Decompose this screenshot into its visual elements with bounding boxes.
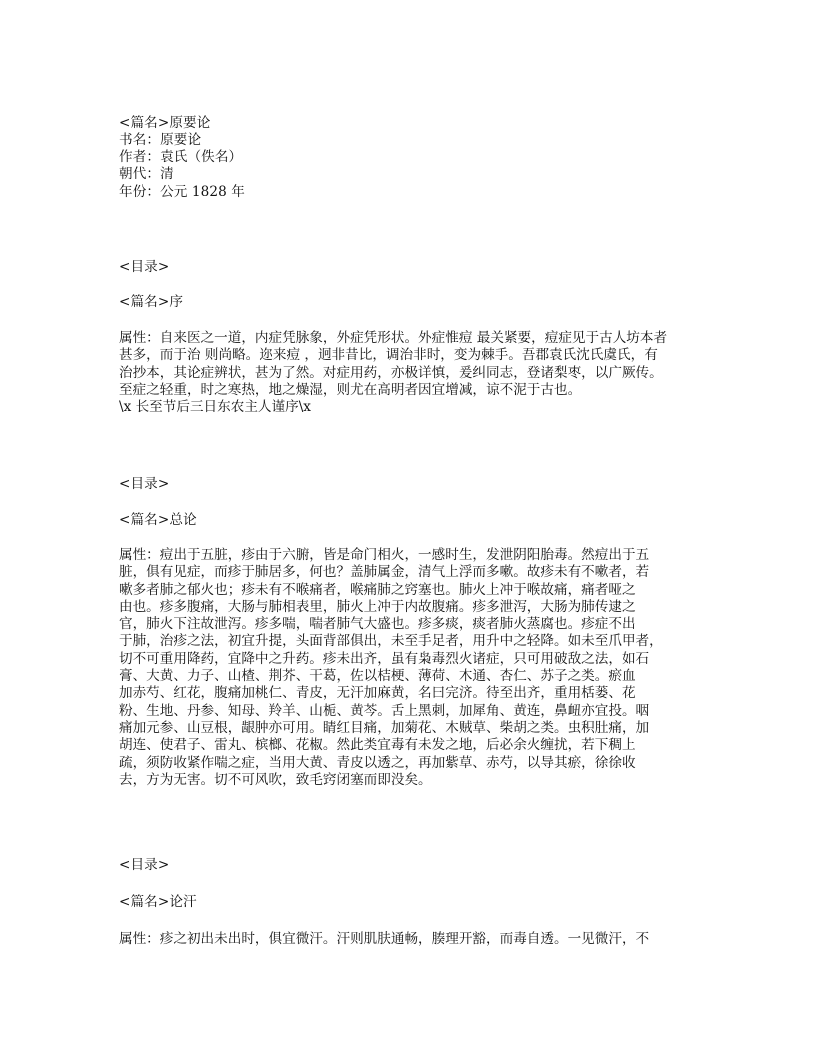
body-line: 属性：疹之初出未出时，俱宜微汗。汗则肌肤通畅，腠理开豁，而毒自透。一见微汗，不	[119, 931, 650, 947]
body-line: 膏、大黄、力子、山楂、荆芥、干葛，佐以桔梗、薄荷、木通、杏仁、苏子之类。瘀血	[119, 668, 636, 685]
body-line: 嗽多者肺之郁火也；疹未有不喉痛者，喉痛肺之窍塞也。肺火上冲于喉故痛，痛者哑之	[119, 581, 636, 598]
chapter-body	[119, 931, 699, 948]
chapter-title: <篇名>总论	[119, 512, 197, 528]
chapter-body	[119, 330, 699, 416]
body-line: 于肺，治疹之法，初宜升提，头面背部俱出，未至手足者，用升中之轻降。如未至爪甲者，	[119, 633, 663, 650]
body-line: 官，肺火下注故泄泻。疹多喘，喘者肺气大盛也。疹多痰，痰者肺火蒸腐也。疹症不出	[119, 616, 636, 633]
chapter-title: <篇名>论汗	[119, 894, 197, 910]
toc-label: <目录>	[119, 476, 170, 492]
body-line: 甚多，而于治 则尚略。迩来痘 ，迥非昔比，调治非时，变为棘手。吾郡袁氏沈氏虞氏，有	[119, 347, 658, 364]
body-line: 去，方为无害。切不可风吹，致毛窍闭塞而即没矣。	[119, 771, 432, 788]
header-title-line: <篇名>原要论	[119, 115, 211, 131]
body-line: 属性：痘出于五脏，疹由于六腑，皆是命门相火，一感时生，发泄阴阳胎毒。然痘出于五	[119, 547, 650, 563]
body-line: 治抄本，其论症辨状，甚为了然。对症用药，亦极详慎，爰纠同志，登诸梨枣，以广厥传。	[119, 364, 663, 381]
body-line: 脏，俱有见症，而疹于肺居多，何也？盖肺属金，清气上浮而多嗽。故疹未有不嗽者，若	[119, 564, 650, 581]
header-year: 年份：公元 1828 年	[119, 184, 245, 200]
body-line: 粉、生地、丹参、知母、羚羊、山栀、黄芩。舌上黑刺，加犀角、黄连，鼻衄亦宜投。咽	[119, 702, 650, 719]
chapter-body	[119, 547, 699, 789]
body-line: 加赤芍、红花，腹痛加桃仁、青皮，无汗加麻黄，名曰完济。待至出齐，重用栝蒌、花	[119, 685, 636, 702]
body-line: 切不可重用降药，宜降中之升药。疹未出齐，虽有枭毒烈火诸症，只可用破敌之法，如石	[119, 650, 650, 667]
chapter-title: <篇名>序	[119, 294, 184, 310]
body-line: 由也。疹多腹痛，大肠与肺相表里，肺火上冲于内故腹痛。疹多泄泻，大肠为肺传逮之	[119, 598, 636, 615]
body-line: 胡连、使君子、雷丸、槟榔、花椒。然此类宜毒有未发之地，后必余火缠扰，若下稠上	[119, 737, 636, 754]
body-line: \x 长至节后三日东农主人谨序\x	[119, 399, 311, 416]
header-author: 作者：袁氏（佚名）	[119, 149, 243, 165]
header-dynasty: 朝代：清	[119, 166, 174, 182]
toc-label: <目录>	[119, 857, 170, 873]
body-line: 至症之轻重，时之寒热，地之燥湿，则尤在高明者因宜增减，谅不泥于古也。	[119, 381, 582, 398]
toc-label: <目录>	[119, 259, 170, 275]
body-line: 疏，须防收紧作喘之症，当用大黄、青皮以透之，再加紫草、赤芍，以导其瘀，徐徐收	[119, 754, 636, 771]
header-book-name: 书名：原要论	[119, 132, 202, 148]
body-line: 属性：自来医之一道，内症凭脉象，外症凭形状。外症惟痘 最关紧要，痘症见于古人坊本者	[119, 330, 668, 346]
body-line: 痛加元参、山豆根，龈肿亦可用。睛红目痛，加菊花、木贼草、柴胡之类。虫积肚痛，加	[119, 719, 650, 736]
